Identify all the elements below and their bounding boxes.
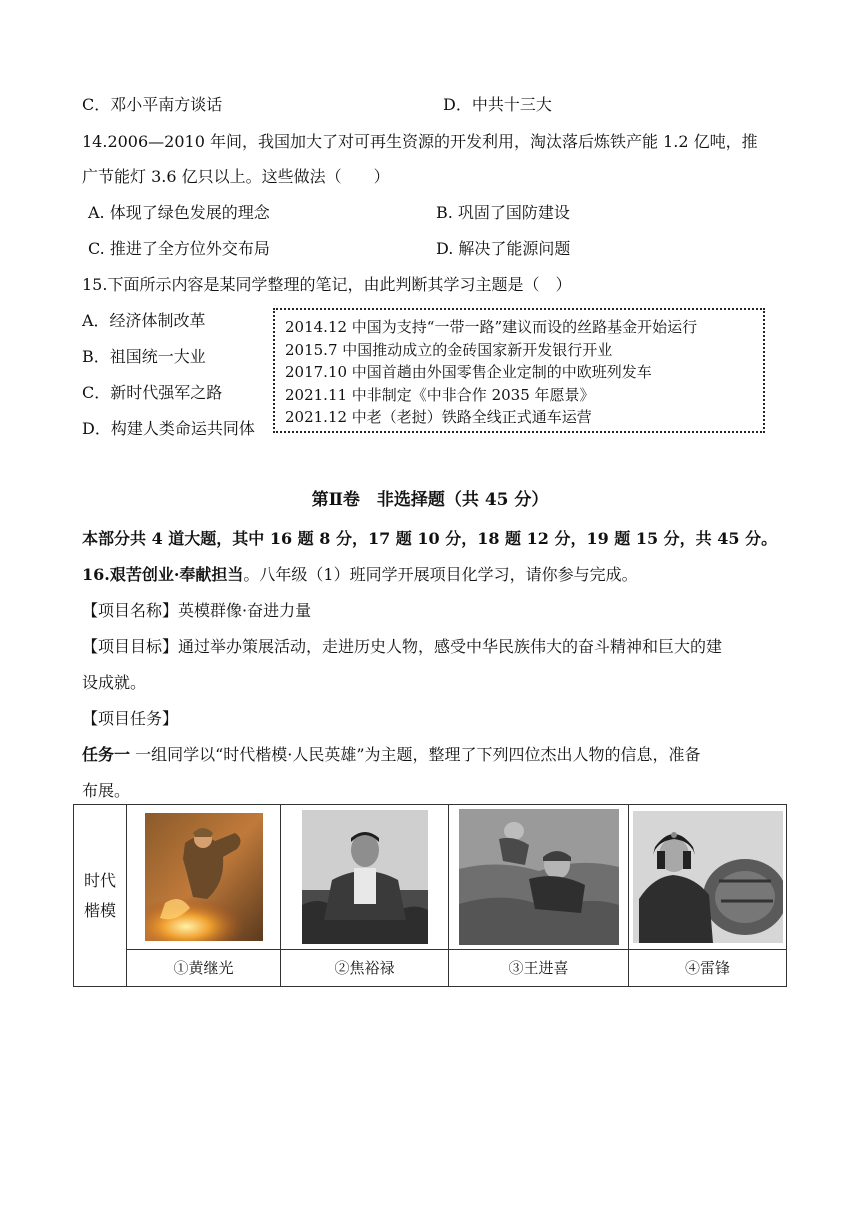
task1-text: 一组同学以“时代楷模·人民英雄”为主题，整理了下列四位杰出人物的信息，准备 (130, 745, 701, 764)
row-label (74, 805, 127, 987)
project-name: 【项目名称】英模群像·奋进力量 (82, 601, 312, 620)
caption: ③王进喜 (449, 950, 629, 987)
q14-option-c: C. 推进了全方位外交布局 (88, 239, 270, 258)
photo-cell (127, 805, 281, 950)
note-line: 2021.11 中非制定《中非合作 2035 年愿景》 (285, 385, 595, 404)
q14-option-b: B. 巩固了国防建设 (436, 203, 570, 222)
q14-stem-line1: 14.2006—2010 年间，我国加大了对可再生资源的开发利用，淘汰落后炼铁产能 1.2 亿吨，推 (82, 132, 758, 151)
section-intro: 本部分共 4 道大题，其中 16 题 8 分，17 题 10 分，18 题 12 分，19 题 15 分，共 45 分。 (82, 529, 778, 548)
q16-heading-bold: 16.艰苦创业·奉献担当 (82, 565, 244, 584)
task1-line2: 布展。 (82, 781, 131, 800)
photo-cell (629, 805, 787, 950)
caption: ②焦裕禄 (281, 950, 449, 987)
project-goal-line2: 设成就。 (82, 673, 147, 692)
q14-option-a: A. 体现了绿色发展的理念 (88, 203, 270, 222)
q15-notes-box (273, 308, 765, 433)
jiao-yulu-photo (302, 810, 428, 944)
row-label-line1: 时代 (83, 870, 116, 890)
project-goal-line1: 【项目目标】通过举办策展活动，走进历史人物，感受中华民族伟大的奋斗精神和巨大的建 (82, 637, 723, 656)
photo-cell (449, 805, 629, 950)
wang-jinxi-photo (459, 809, 619, 945)
q16-heading-rest: 。八年级（1）班同学开展项目化学习，请你参与完成。 (243, 565, 638, 584)
caption: ④雷锋 (629, 950, 787, 987)
caption: ①黄继光 (127, 950, 281, 987)
note-line: 2014.12 中国为支持“一带一路”建议而设的丝路基金开始运行 (285, 318, 698, 336)
huang-jiguang-painting (145, 813, 263, 941)
q14-stem-line2: 广节能灯 3.6 亿只以上。这些做法（ ） (82, 167, 390, 186)
note-line: 2017.10 中国首趟由外国零售企业定制的中欧班列发车 (285, 363, 652, 381)
q13-option-d: D．中共十三大 (443, 95, 552, 114)
q16-heading (82, 564, 638, 586)
task1-line1 (82, 744, 701, 766)
q15-option-c: C．新时代强军之路 (82, 383, 223, 402)
q15-option-b: B．祖国统一大业 (82, 347, 206, 366)
q15-stem: 15.下面所示内容是某同学整理的笔记，由此判断其学习主题是（ ） (82, 275, 572, 294)
project-tasks: 【项目任务】 (82, 709, 179, 728)
note-line: 2015.7 中国推动成立的金砖国家新开发银行开业 (285, 340, 613, 359)
q15-option-d: D．构建人类命运共同体 (82, 419, 255, 438)
note-line: 2021.12 中老（老挝）铁路全线正式通车运营 (285, 408, 592, 426)
q14-option-d: D. 解决了能源问题 (436, 239, 571, 258)
photo-cell (281, 805, 449, 950)
q15-option-a: A．经济体制改革 (82, 311, 206, 330)
heroes-table (73, 804, 787, 987)
lei-feng-photo (633, 811, 783, 943)
section-title: 第Ⅱ卷 非选择题（共 45 分） (311, 490, 549, 510)
task1-label: 任务一 (82, 745, 131, 764)
row-label-line2: 楷模 (83, 900, 116, 920)
q13-option-c: C．邓小平南方谈话 (82, 95, 223, 114)
